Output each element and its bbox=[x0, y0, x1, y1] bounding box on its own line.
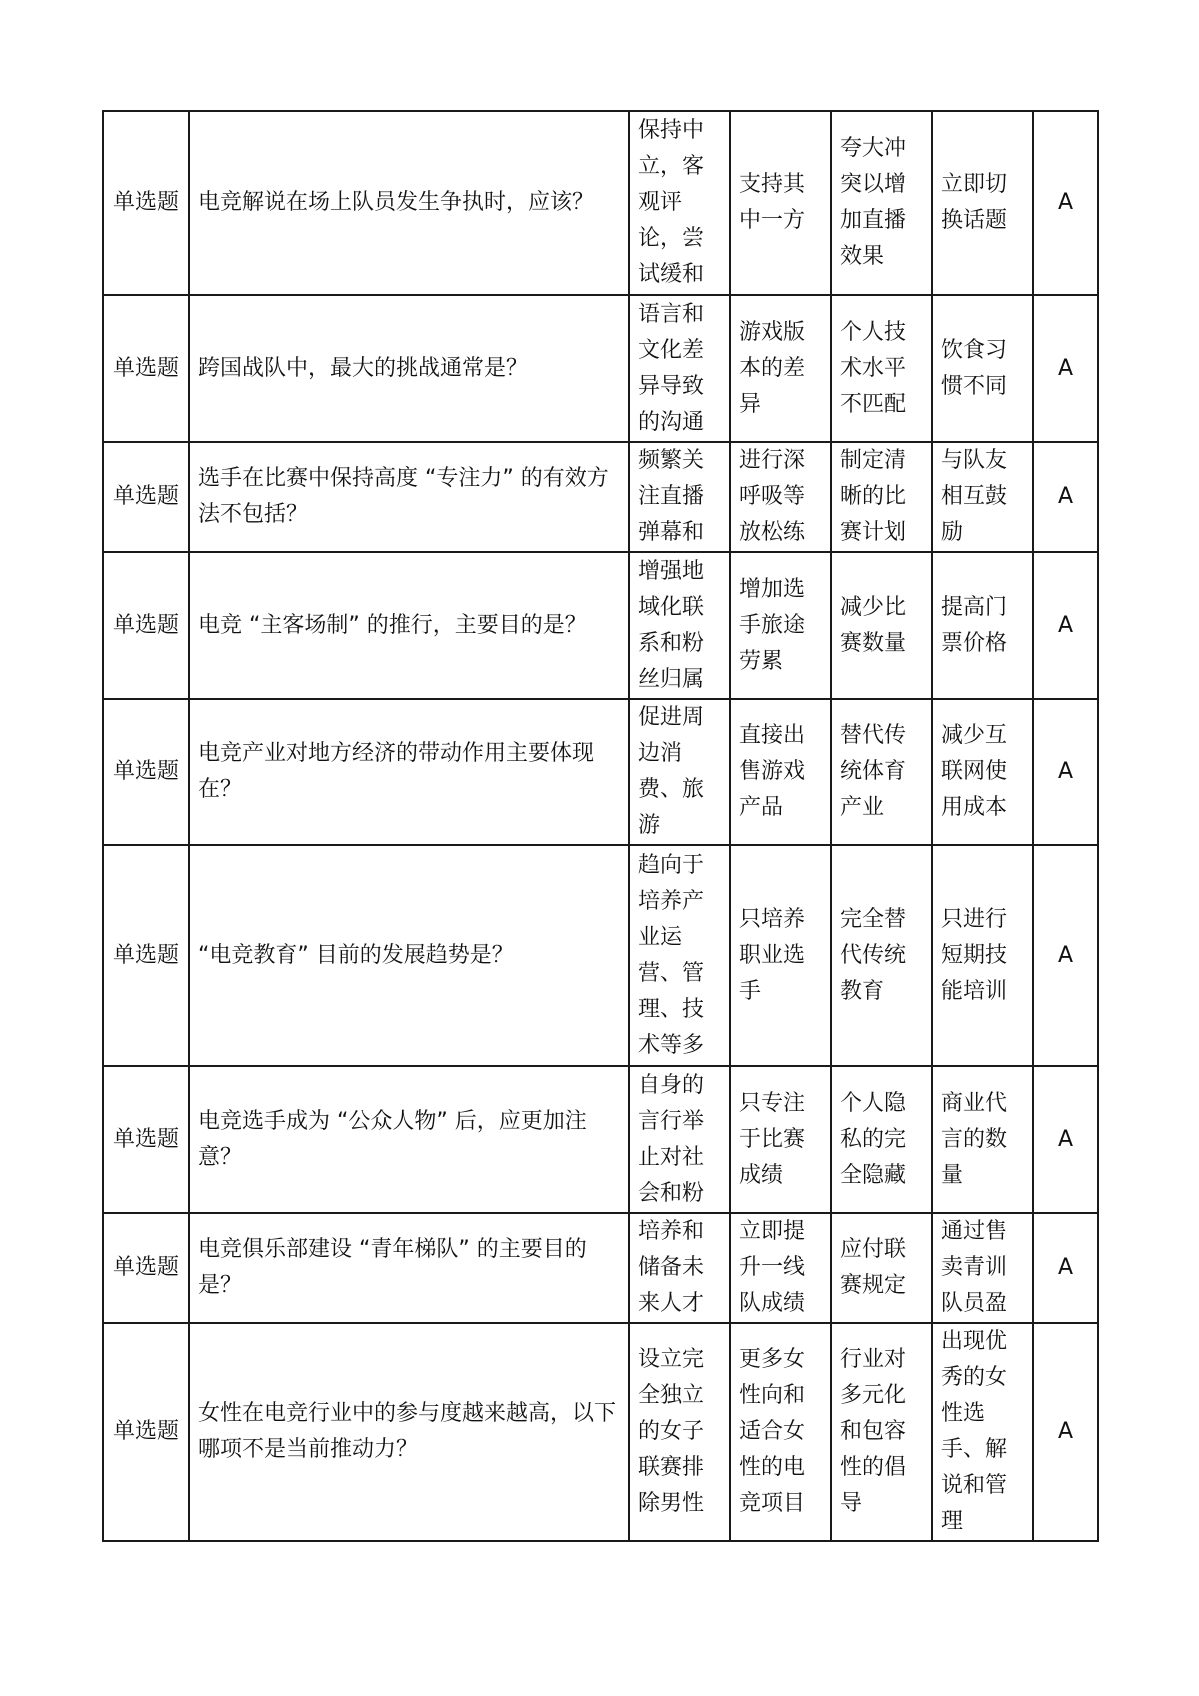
option-text: 趋向于培养产业运营、管理、技术等多 bbox=[638, 852, 705, 1058]
table-row bbox=[103, 699, 1098, 845]
option-d-cell: 通过售卖青训队员盈 bbox=[932, 1213, 1033, 1323]
option-a-cell: 促进周边消费、旅游 bbox=[629, 699, 730, 845]
table-row bbox=[103, 845, 1098, 1066]
question-cell: 电竞产业对地方经济的带动作用主要体现在？ bbox=[189, 699, 629, 845]
option-b-cell: 直接出售游戏产品 bbox=[730, 699, 831, 845]
question-cell: 电竞 “主客场制” 的推行，主要目的是？ bbox=[189, 552, 629, 699]
option-c-cell: 替代传统体育产业 bbox=[831, 699, 932, 845]
option-c-cell: 完全替代传统教育 bbox=[831, 845, 932, 1066]
table-row bbox=[103, 442, 1098, 552]
option-a-cell: 培养和储备未来人才 bbox=[629, 1213, 730, 1323]
option-c-cell: 个人隐私的完全隐藏 bbox=[831, 1066, 932, 1213]
option-a-cell bbox=[629, 111, 730, 295]
option-d-cell: 提高门票价格 bbox=[932, 552, 1033, 699]
option-d-cell: 商业代言的数量 bbox=[932, 1066, 1033, 1213]
answer-cell: A bbox=[1033, 1323, 1098, 1541]
question-type-cell: 单选题 bbox=[103, 845, 189, 1066]
option-c-cell: 个人技术水平不匹配 bbox=[831, 295, 932, 442]
option-d-cell: 出现优秀的女性选手、解说和管理 bbox=[932, 1323, 1033, 1541]
option-b-cell: 进行深呼吸等放松练 bbox=[730, 442, 831, 552]
question-cell: 跨国战队中，最大的挑战通常是？ bbox=[189, 295, 629, 442]
option-a-cell: 自身的言行举止对社会和粉 bbox=[629, 1066, 730, 1213]
option-c-cell: 夸大冲突以增加直播效果 bbox=[831, 111, 932, 295]
option-d-cell: 与队友相互鼓励 bbox=[932, 442, 1033, 552]
option-b-cell: 只专注于比赛成绩 bbox=[730, 1066, 831, 1213]
option-b-cell: 支持其中一方 bbox=[730, 111, 831, 295]
option-c-cell: 制定清晰的比赛计划 bbox=[831, 442, 932, 552]
question-type-cell: 单选题 bbox=[103, 552, 189, 699]
answer-cell: A bbox=[1033, 845, 1098, 1066]
option-a-cell: 设立完全独立的女子联赛排除男性 bbox=[629, 1323, 730, 1541]
question-type-cell: 单选题 bbox=[103, 1213, 189, 1323]
option-a-cell: 语言和文化差异导致的沟通 bbox=[629, 295, 730, 442]
option-b-cell: 只培养职业选手 bbox=[730, 845, 831, 1066]
answer-cell: A bbox=[1033, 699, 1098, 845]
answer-cell: A bbox=[1033, 1066, 1098, 1213]
question-cell: 女性在电竞行业中的参与度越来越高，以下哪项不是当前推动力？ bbox=[189, 1323, 629, 1541]
option-d-cell: 立即切换话题 bbox=[932, 111, 1033, 295]
option-b-cell: 增加选手旅途劳累 bbox=[730, 552, 831, 699]
option-a-cell bbox=[629, 845, 730, 1066]
question-type-cell: 单选题 bbox=[103, 1323, 189, 1541]
question-type-cell: 单选题 bbox=[103, 1066, 189, 1213]
option-d-cell: 只进行短期技能培训 bbox=[932, 845, 1033, 1066]
question-type-cell: 单选题 bbox=[103, 111, 189, 295]
option-c-cell: 行业对多元化和包容性的倡导 bbox=[831, 1323, 932, 1541]
question-cell: 电竞解说在场上队员发生争执时，应该？ bbox=[189, 111, 629, 295]
option-a-cell: 频繁关注直播弹幕和 bbox=[629, 442, 730, 552]
quiz-table bbox=[102, 110, 1099, 1542]
table-row bbox=[103, 552, 1098, 699]
answer-cell: A bbox=[1033, 1213, 1098, 1323]
table-row bbox=[103, 1213, 1098, 1323]
option-d-cell: 饮食习惯不同 bbox=[932, 295, 1033, 442]
table-row bbox=[103, 111, 1098, 295]
table-row bbox=[103, 1323, 1098, 1541]
option-c-cell: 减少比赛数量 bbox=[831, 552, 932, 699]
table-row bbox=[103, 1066, 1098, 1213]
question-cell: 电竞选手成为 “公众人物” 后，应更加注意？ bbox=[189, 1066, 629, 1213]
option-text: 保持中立，客观评论，尝试缓和 bbox=[638, 118, 705, 287]
option-b-cell: 立即提升一线队成绩 bbox=[730, 1213, 831, 1323]
question-cell: 选手在比赛中保持高度 “专注力” 的有效方法不包括？ bbox=[189, 442, 629, 552]
table-row bbox=[103, 295, 1098, 442]
question-type-cell: 单选题 bbox=[103, 699, 189, 845]
option-b-cell: 更多女性向和适合女性的电竞项目 bbox=[730, 1323, 831, 1541]
answer-cell: A bbox=[1033, 442, 1098, 552]
option-a-cell: 增强地域化联系和粉丝归属 bbox=[629, 552, 730, 699]
answer-cell: A bbox=[1033, 111, 1098, 295]
answer-cell: A bbox=[1033, 552, 1098, 699]
question-type-cell: 单选题 bbox=[103, 295, 189, 442]
option-c-cell: 应付联赛规定 bbox=[831, 1213, 932, 1323]
option-d-cell: 减少互联网使用成本 bbox=[932, 699, 1033, 845]
question-type-cell: 单选题 bbox=[103, 442, 189, 552]
option-b-cell: 游戏版本的差异 bbox=[730, 295, 831, 442]
answer-cell: A bbox=[1033, 295, 1098, 442]
question-cell: 电竞俱乐部建设 “青年梯队” 的主要目的是？ bbox=[189, 1213, 629, 1323]
question-cell: “电竞教育” 目前的发展趋势是？ bbox=[189, 845, 629, 1066]
